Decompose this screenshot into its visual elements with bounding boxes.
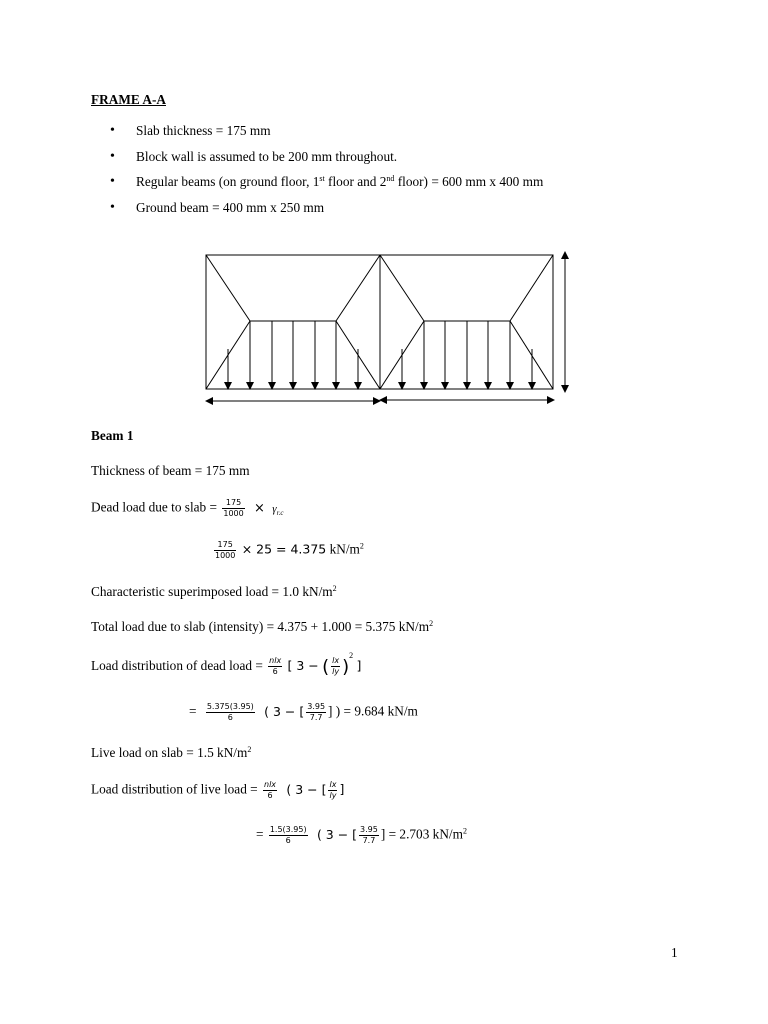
fraction: $\frac{lx}{ly}$ — [332, 656, 340, 677]
load-distribution-diagram — [195, 248, 575, 408]
fraction: $\frac{3.95}{7.7}$ — [307, 702, 326, 722]
fraction: $\frac{3.95}{7.7}$ — [360, 825, 378, 845]
fraction: $\frac{1.5(3.95)}{6}$ — [269, 825, 307, 845]
bullet-item: • Block wall is assumed to be 200 mm throughout. — [110, 148, 543, 174]
dead-load-distribution-calc: = $\frac{5.375(3.95)}{6}$ ( 3 − [ $\frac{3.95}{7.7}$ ] ) = 9.684 kN/m — [189, 702, 418, 722]
dead-load-distribution-formula: Load distribution of dead load = $\frac{\text{nlx}}{6}$ [ 3 − ( $\frac{lx}{ly}$ )$^2$ ] — [91, 651, 362, 678]
fraction: $\frac{175}{1000}$ — [215, 540, 236, 560]
thickness-line: Thickness of beam = 175 mm — [91, 463, 250, 478]
bullet-item: • Regular beams (on ground floor, 1st floor and 2nd floor) = 600 mm x 400 mm — [110, 173, 543, 199]
superimposed-load-line: Characteristic superimposed load = 1.0 $kN/m^2$ — [91, 584, 337, 599]
page-number: 1 — [671, 945, 678, 960]
live-load-line: Live load on slab = 1.5 $kN/m^2$ — [91, 745, 252, 760]
bullet-item: • Ground beam = 400 mm x 250 mm — [110, 199, 543, 225]
fraction: $\frac{\text{nlx}}{6}$ — [269, 656, 282, 677]
panel-diagonal — [336, 255, 380, 321]
fraction: $\frac{5.375(3.95)}{6}$ — [206, 702, 254, 722]
fraction: $\frac{\text{nlx}}{6}$ — [264, 780, 277, 800]
section-heading: FRAME A-A — [91, 92, 166, 107]
bullet-item: • Slab thickness = 175 mm — [110, 122, 543, 148]
total-load-line: Total load due to slab (intensity) = 4.375 + 1.000 = 5.375 $kN/m^2$ — [91, 619, 434, 634]
panel-diagonal — [510, 255, 553, 321]
dead-load-calc: $\frac{175}{1000}$ × 25 = 4.375 $kN/m^2$ — [215, 540, 364, 560]
fraction: $\frac{175}{1000}$ — [223, 498, 244, 518]
panel-diagonal — [206, 255, 250, 321]
dead-load-line: Dead load due to slab = $\frac{175}{1000}$ × $\gamma_{r.c}$ — [91, 498, 284, 518]
bullet-list — [110, 122, 543, 224]
live-load-distribution-formula: Load distribution of live load = $\frac{\text{nlx}}{6}$ ( 3 − [ $\frac{lx}{ly}$ ] — [91, 780, 345, 800]
beam-title: Beam 1 — [91, 428, 134, 443]
live-load-distribution-calc: = $\frac{1.5(3.95)}{6}$ ( 3 − [ $\frac{3.95}{7.7}$ ] = 2.703 $kN/m^2$ — [256, 825, 467, 845]
panel-diagonal — [380, 255, 424, 321]
fraction: $\frac{lx}{ly}$ — [329, 780, 337, 800]
